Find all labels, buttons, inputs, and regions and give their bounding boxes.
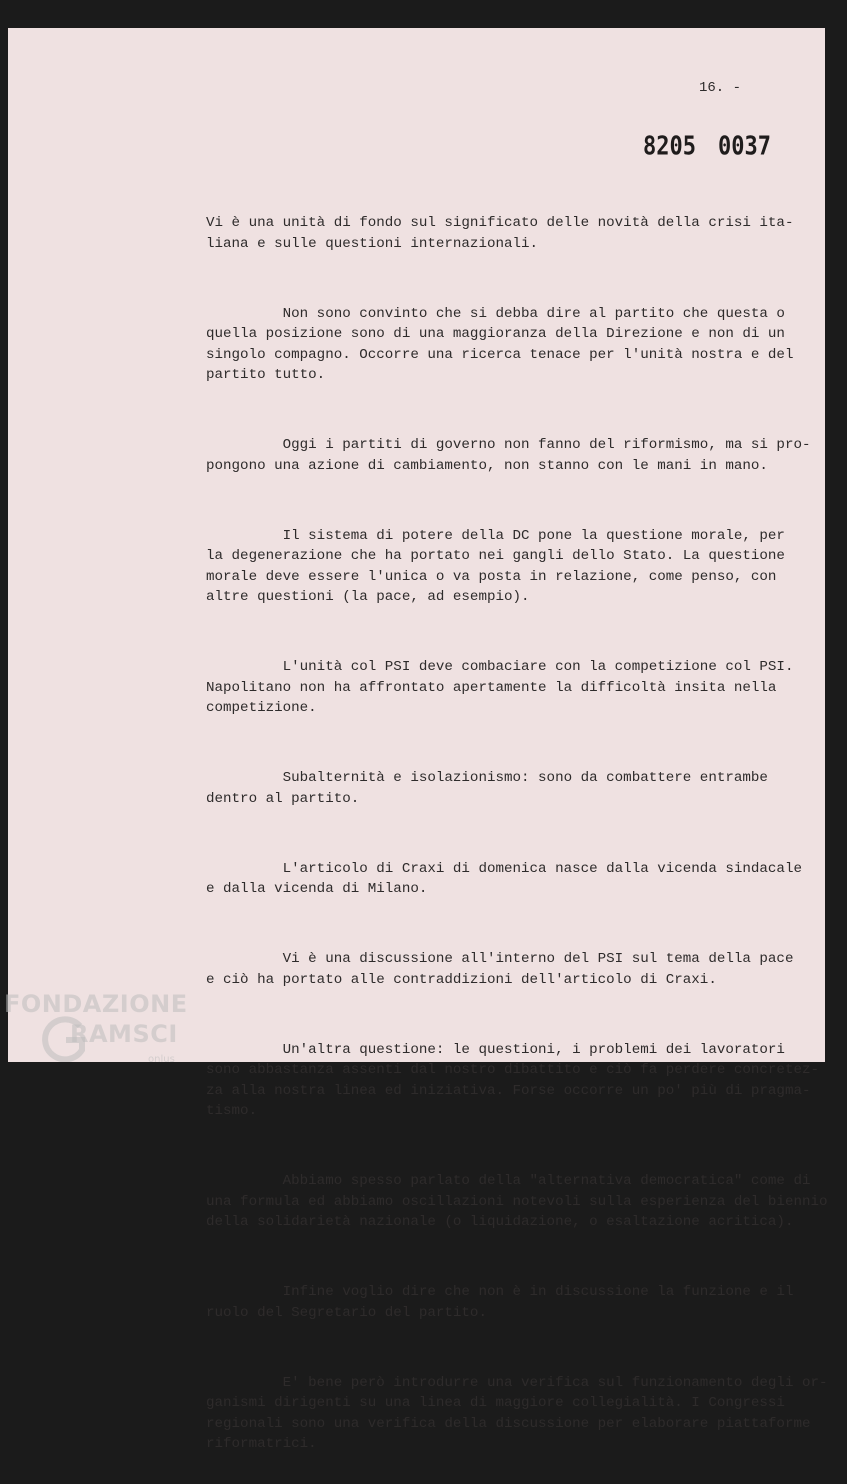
page-number: 16. - [699,80,742,96]
paragraph-1: Vi è una unità di fondo sul significato delle novità della crisi ita- liana e sulle questioni internazionali. [206,215,794,252]
paragraph-9: Un'altra questione: le questioni, i problemi dei lavoratori sono abbastanza assenti dal nostro dibattito e ciò fa perdere concretez- za alla nostra linea ed iniziativa. Forse occorre un po' più di pragma- tismo. [206,1041,819,1119]
fondazione-gramsci-watermark [0,990,210,1070]
paragraph-12: E' bene però introdurre una verifica sul funzionamento degli or- ganismi dirigenti su una linea di maggiore collegialità. I Congressi regionali sono una verifica della discussione per elaborare piattaforme riformatrici. [206,1374,828,1452]
stamp-number-right: 0037 [717,132,771,162]
paragraph-7: L'articolo di Craxi di domenica nasce dalla vicenda sindacale e dalla vicenda di Milano. [206,860,802,897]
paragraph-4: Il sistema di potere della DC pone la questione morale, per la degenerazione che ha portato nei gangli dello Stato. La questione morale deve essere l'unica o va posta in relazione, come penso, con altre questioni (la pace, ad esempio). [206,527,785,605]
page-edge-shadow [825,28,847,1068]
watermark-line1: FONDAZIONE [4,990,188,1018]
paragraph-5: L'unità col PSI deve combaciare con la competizione col PSI. Napolitano non ha affrontato apertamente la difficoltà insita nella competizione. [206,659,794,716]
paragraph-11: Infine voglio dire che non è in discussione la funzione e il ruolo del Segretario del partito. [206,1284,794,1321]
paragraph-6: Subalternità e isolazionismo: sono da combattere entrambe dentro al partito. [206,770,768,807]
paragraph-3: Oggi i partiti di governo non fanno del riformismo, ma si pro- pongono una azione di cambiamento, non stanno con le mani in mano. [206,437,811,474]
paragraph-10: Abbiamo spesso parlato della "alternativa democratica" come di una formula ed abbiamo oscillazioni notevoli sulla esperienza del biennio della solidarietà nazionale (o liquidazione, o esaltazione acritica). [206,1173,828,1230]
watermark-line2: RAMSCI [70,1020,178,1048]
watermark-sub: onlus [148,1054,175,1065]
document-body [206,172,828,1484]
archive-stamp [643,132,771,162]
paragraph-2: Non sono convinto che si debba dire al partito che questa o quella posizione sono di una maggioranza della Direzione e non di un singolo compagno. Occorre una ricerca tenace per l'unità nostra e del partito tutto. [206,305,794,383]
paragraph-8: Vi è una discussione all'interno del PSI sul tema della pace e ciò ha portato alle contraddizioni dell'articolo di Craxi. [206,951,794,988]
stamp-number-left: 8205 [643,132,696,162]
